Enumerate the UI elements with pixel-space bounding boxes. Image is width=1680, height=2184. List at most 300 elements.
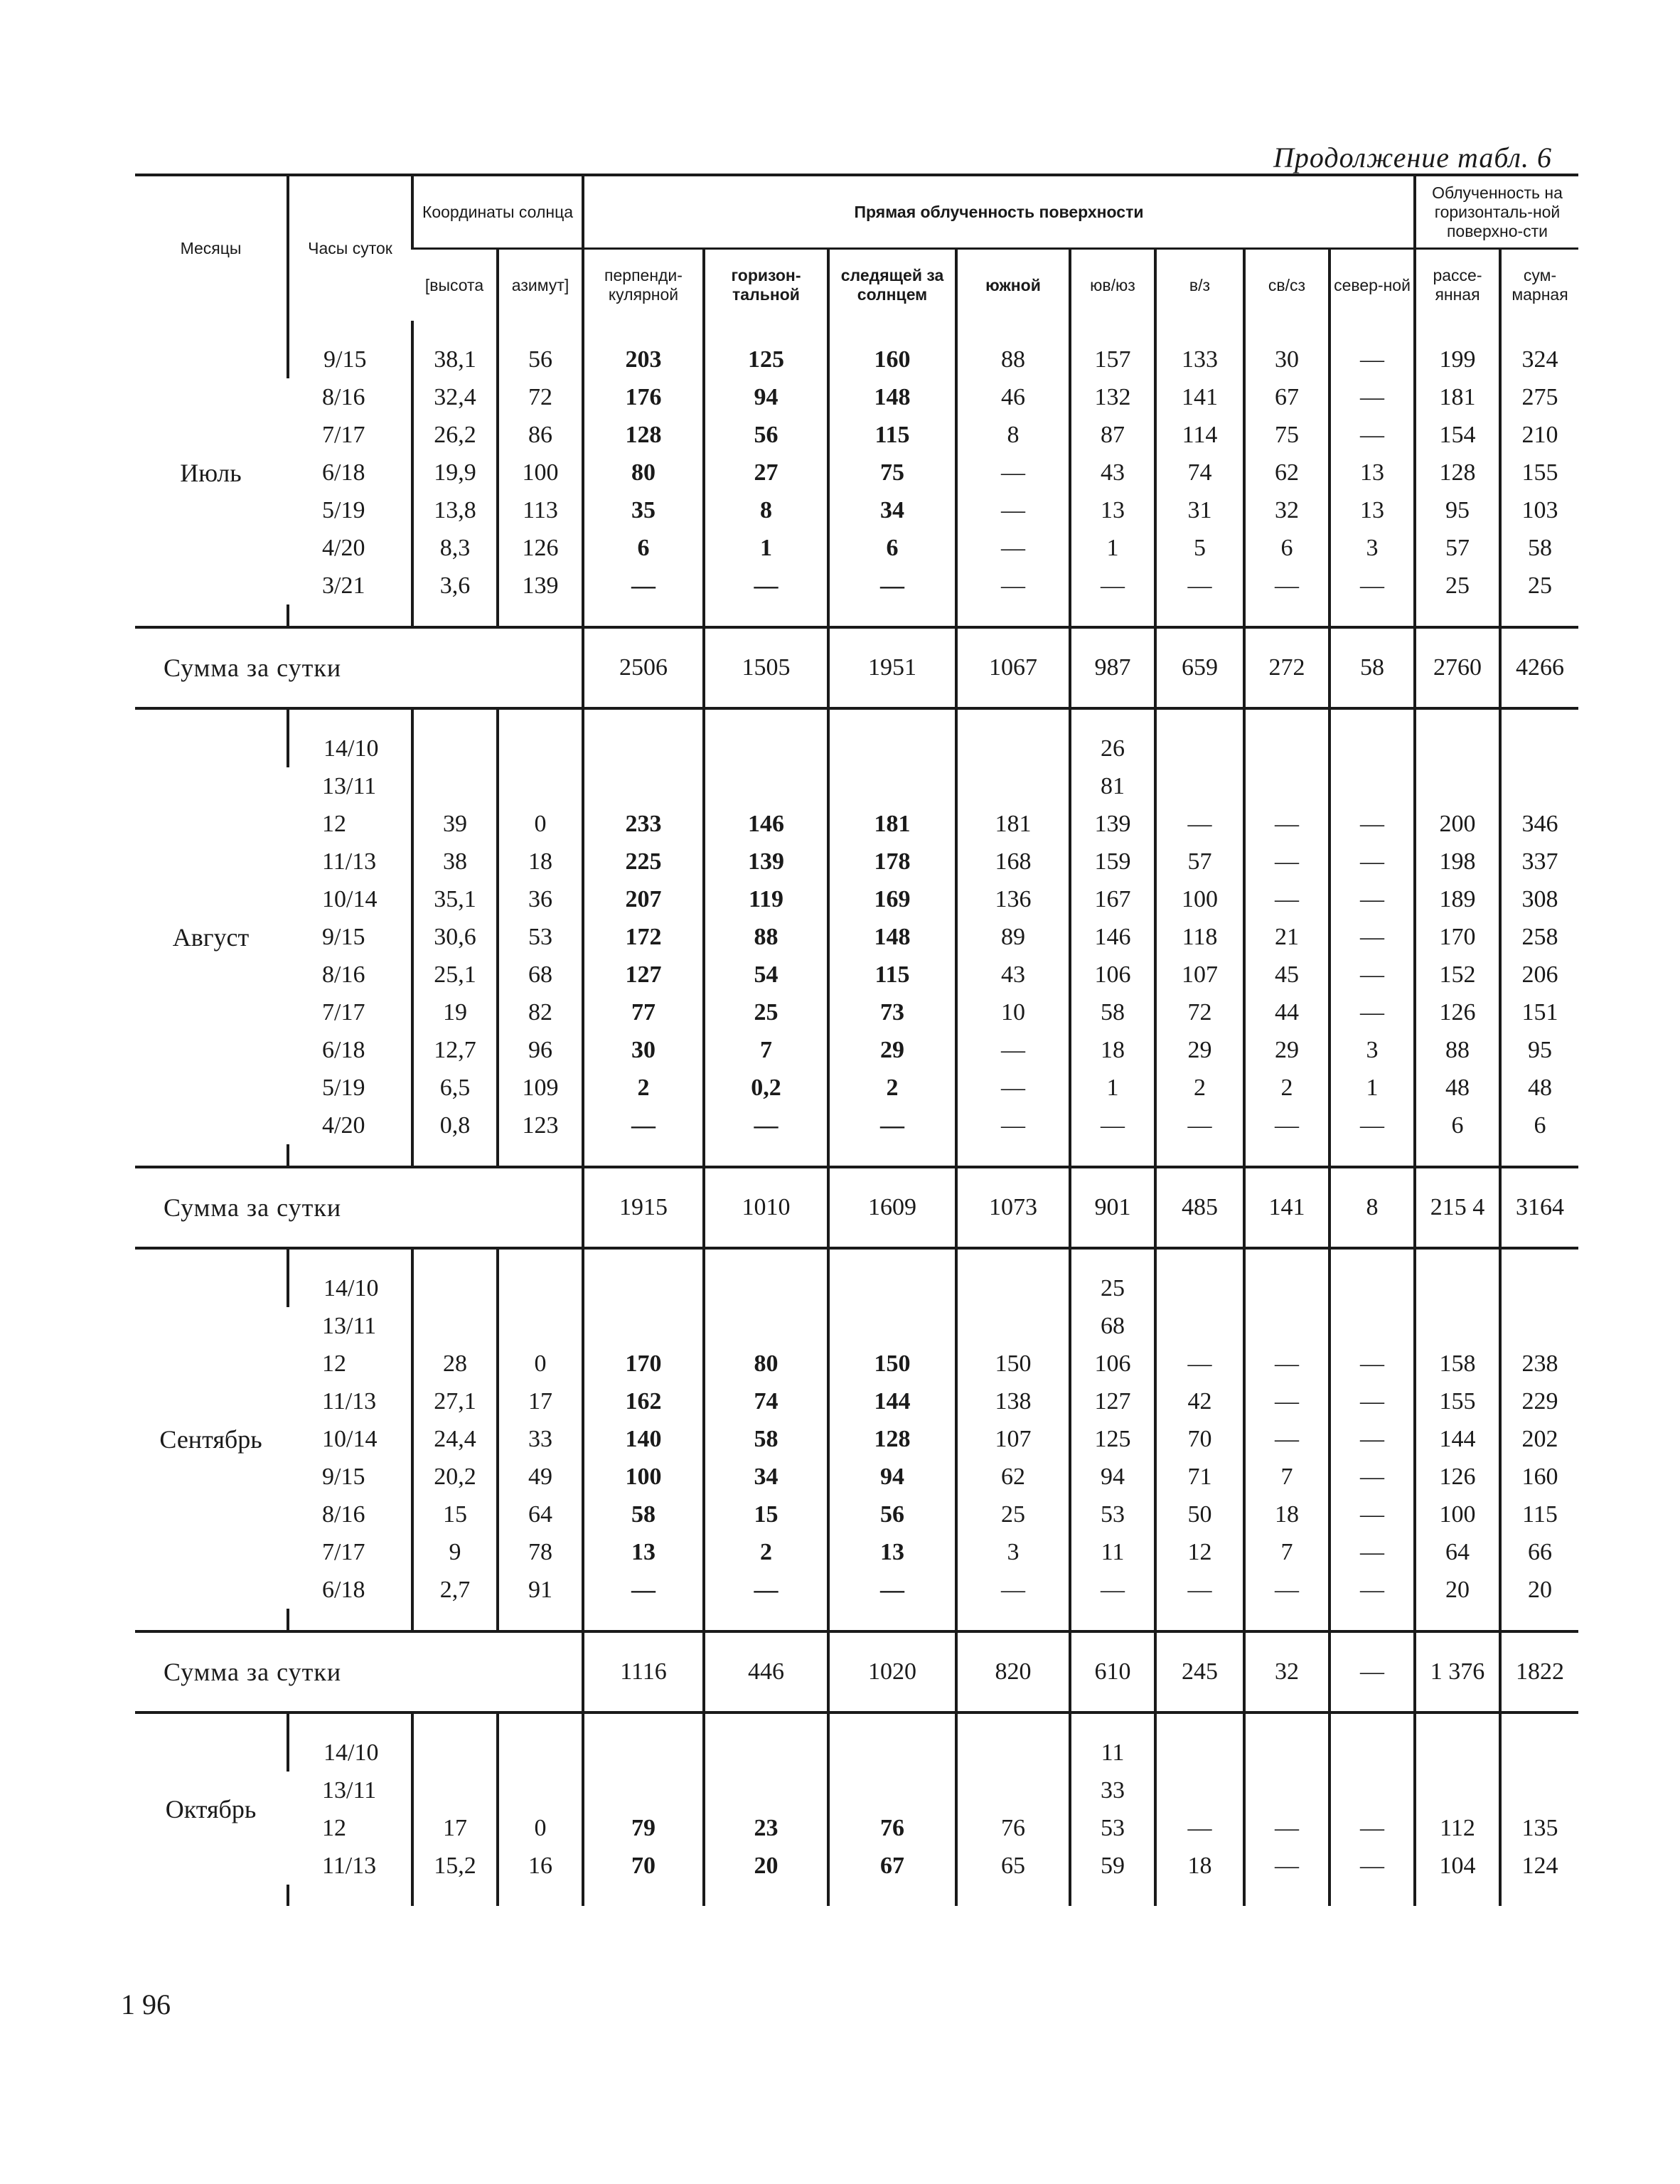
table-cell: 7: [1244, 1533, 1329, 1571]
table-cell: 146: [704, 805, 828, 843]
sum-row: [135, 627, 1578, 708]
table-cell: 53: [1070, 1496, 1155, 1533]
table-cell: [1155, 1734, 1244, 1772]
table-cell: 91: [498, 1571, 583, 1609]
header-direct-irradiance: Прямая облученность поверхности: [583, 175, 1415, 249]
table-cell: 176: [583, 378, 704, 416]
table-cell: [498, 730, 583, 767]
table-cell: 75: [828, 454, 956, 491]
sum-cell: 58: [1329, 627, 1415, 708]
table-cell: 2: [1244, 1069, 1329, 1107]
table-cell: 210: [1500, 416, 1578, 454]
header-altitude: [высота: [412, 249, 498, 321]
table-cell: 148: [828, 378, 956, 416]
table-cell: 88: [1415, 1031, 1500, 1069]
table-cell: 1: [1329, 1069, 1415, 1107]
table-cell: [412, 1307, 498, 1345]
table-row: [135, 956, 1578, 994]
table-cell: 13,8: [412, 491, 498, 529]
table-cell: 206: [1500, 956, 1578, 994]
table-cell: 68: [498, 956, 583, 994]
table-cell: 50: [1155, 1496, 1244, 1533]
hours-cell: 12: [322, 1350, 346, 1377]
table-cell: 154: [1415, 416, 1500, 454]
table-cell: —: [1070, 1107, 1155, 1144]
table-cell: —: [1244, 1847, 1329, 1885]
table-cell: 70: [1155, 1420, 1244, 1458]
hours-cell: 8/16: [322, 383, 365, 410]
table-cell: 125: [1070, 1420, 1155, 1458]
table-cell: [1329, 1734, 1415, 1772]
table-cell: 103: [1500, 491, 1578, 529]
table-cell: 159: [1070, 843, 1155, 880]
table-cell: 11: [1070, 1734, 1155, 1772]
month-label: Август: [172, 922, 250, 952]
table-cell: 1: [1070, 529, 1155, 567]
table-cell: —: [1244, 1420, 1329, 1458]
table-cell: —: [704, 567, 828, 604]
table-cell: 337: [1500, 843, 1578, 880]
table-cell: [956, 1772, 1070, 1809]
table-cell: 58: [1500, 529, 1578, 567]
sum-cell: 2760: [1415, 627, 1500, 708]
sum-cell: 1010: [704, 1167, 828, 1248]
table-cell: 76: [828, 1809, 956, 1847]
table-row: [135, 880, 1578, 918]
hours-cell: 10/14: [322, 1425, 378, 1452]
hours-cell: 5/19: [322, 496, 365, 523]
header-azimuth: азимут]: [498, 249, 583, 321]
table-cell: 54: [704, 956, 828, 994]
page-number: 1 96: [121, 1988, 171, 2020]
table-cell: 38,1: [412, 341, 498, 378]
table-cell: 115: [828, 956, 956, 994]
table-cell: 64: [498, 1496, 583, 1533]
table-cell: 144: [828, 1383, 956, 1420]
table-cell: 258: [1500, 918, 1578, 956]
table-cell: 127: [1070, 1383, 1155, 1420]
table-cell: 0: [498, 1345, 583, 1383]
table-cell: [828, 1307, 956, 1345]
table-cell: —: [1244, 567, 1329, 604]
table-cell: 7: [704, 1031, 828, 1069]
table-cell: 25: [1070, 1269, 1155, 1307]
table-cell: [956, 1269, 1070, 1307]
table-cell: [828, 767, 956, 805]
table-cell: 20: [1415, 1571, 1500, 1609]
table-cell: 8: [704, 491, 828, 529]
table-cell: [583, 1772, 704, 1809]
spacer-row: [135, 604, 1578, 627]
table-cell: [956, 1734, 1070, 1772]
header-diffuse: рассе-янная: [1415, 249, 1500, 321]
table-cell: 12,7: [412, 1031, 498, 1069]
sum-cell: 820: [956, 1631, 1070, 1712]
table-cell: [1415, 1307, 1500, 1345]
hours-cell: 13/11: [322, 772, 377, 799]
table-cell: 181: [1415, 378, 1500, 416]
sum-cell: 1067: [956, 627, 1070, 708]
table-cell: —: [956, 1031, 1070, 1069]
table-cell: 160: [1500, 1458, 1578, 1496]
table-cell: —: [1329, 1533, 1415, 1571]
table-cell: 18: [1070, 1031, 1155, 1069]
table-cell: [1329, 767, 1415, 805]
table-cell: 126: [498, 529, 583, 567]
table-cell: 18: [498, 843, 583, 880]
table-cell: 8: [956, 416, 1070, 454]
table-cell: —: [704, 1107, 828, 1144]
table-cell: [956, 730, 1070, 767]
spacer-row: [135, 1712, 1578, 1734]
table-cell: 202: [1500, 1420, 1578, 1458]
table-cell: —: [956, 529, 1070, 567]
table-cell: 20,2: [412, 1458, 498, 1496]
table-cell: 168: [956, 843, 1070, 880]
table-cell: [1244, 767, 1329, 805]
table-row: [135, 1031, 1578, 1069]
table-cell: 66: [1500, 1533, 1578, 1571]
table-cell: 6: [583, 529, 704, 567]
table-cell: 94: [1070, 1458, 1155, 1496]
sum-cell: 32: [1244, 1631, 1329, 1712]
table-cell: 12: [1155, 1533, 1244, 1571]
table-cell: 1: [1070, 1069, 1155, 1107]
table-cell: [1244, 1269, 1329, 1307]
sum-cell: 245: [1155, 1631, 1244, 1712]
table-cell: 25: [1415, 567, 1500, 604]
table-cell: 2: [1155, 1069, 1244, 1107]
table-cell: [1244, 1307, 1329, 1345]
sum-cell: 1020: [828, 1631, 956, 1712]
table-cell: 76: [956, 1809, 1070, 1847]
sum-label: Сумма за сутки: [135, 627, 583, 708]
table-cell: 94: [828, 1458, 956, 1496]
table-cell: [498, 1734, 583, 1772]
table-cell: 3: [1329, 529, 1415, 567]
table-cell: —: [1329, 1809, 1415, 1847]
hours-cell: 8/16: [322, 961, 365, 988]
table-cell: 2: [704, 1533, 828, 1571]
table-cell: —: [1329, 1383, 1415, 1420]
table-cell: [956, 1307, 1070, 1345]
table-cell: —: [956, 1107, 1070, 1144]
table-cell: 20: [1500, 1571, 1578, 1609]
table-cell: —: [1329, 880, 1415, 918]
sum-cell: 4266: [1500, 627, 1578, 708]
table-cell: 43: [956, 956, 1070, 994]
table-cell: 160: [828, 341, 956, 378]
table-cell: 170: [1415, 918, 1500, 956]
table-cell: 95: [1415, 491, 1500, 529]
table-cell: —: [1329, 1458, 1415, 1496]
sum-label: Сумма за сутки: [135, 1631, 583, 1712]
sum-cell: 1822: [1500, 1631, 1578, 1712]
hours-cell: 7/17: [322, 421, 365, 448]
table-cell: 13: [1070, 491, 1155, 529]
hours-cell: 4/20: [322, 534, 365, 561]
table-cell: 30: [1244, 341, 1329, 378]
table-cell: 3: [1329, 1031, 1415, 1069]
table-cell: —: [1070, 567, 1155, 604]
table-cell: 62: [1244, 454, 1329, 491]
hours-cell: 5/19: [322, 1074, 365, 1101]
header-hours: Часы суток: [288, 175, 412, 321]
hours-cell: 6/18: [322, 1576, 365, 1603]
table-cell: [828, 730, 956, 767]
sum-row: [135, 1167, 1578, 1248]
table-cell: 0,2: [704, 1069, 828, 1107]
hours-cell: 12: [322, 1814, 346, 1841]
table-cell: 29: [828, 1031, 956, 1069]
sum-row: [135, 1631, 1578, 1712]
irradiance-table-wrap: [135, 174, 1568, 1906]
table-cell: 162: [583, 1383, 704, 1420]
table-cell: [412, 1772, 498, 1809]
table-cell: 33: [1070, 1772, 1155, 1809]
hours-cell: 10/14: [322, 885, 378, 912]
table-cell: 80: [583, 454, 704, 491]
table-cell: —: [1244, 805, 1329, 843]
table-cell: [1329, 1269, 1415, 1307]
table-row: [135, 1847, 1578, 1885]
hours-cell: 9/15: [322, 923, 365, 950]
table-cell: 170: [583, 1345, 704, 1383]
table-cell: 67: [828, 1847, 956, 1885]
table-cell: [704, 730, 828, 767]
table-cell: 100: [583, 1458, 704, 1496]
table-cell: 16: [498, 1847, 583, 1885]
table-cell: 57: [1155, 843, 1244, 880]
table-cell: [583, 1307, 704, 1345]
table-cell: [1155, 1307, 1244, 1345]
table-cell: 178: [828, 843, 956, 880]
table-cell: 87: [1070, 416, 1155, 454]
table-cell: 80: [704, 1345, 828, 1383]
table-cell: 88: [956, 341, 1070, 378]
table-cell: 48: [1500, 1069, 1578, 1107]
table-cell: [1155, 1772, 1244, 1809]
sum-cell: 8: [1329, 1167, 1415, 1248]
hours-cell: 4/20: [322, 1112, 365, 1139]
table-cell: [704, 1269, 828, 1307]
table-cell: —: [1070, 1571, 1155, 1609]
table-cell: [1415, 1734, 1500, 1772]
table-cell: 17: [498, 1383, 583, 1420]
sum-cell: 215 4: [1415, 1167, 1500, 1248]
table-cell: —: [1329, 843, 1415, 880]
table-cell: 27,1: [412, 1383, 498, 1420]
table-cell: 58: [1070, 994, 1155, 1031]
hours-cell: 13/11: [322, 1777, 377, 1804]
table-cell: —: [1329, 1571, 1415, 1609]
table-cell: 18: [1155, 1847, 1244, 1885]
table-cell: [583, 1269, 704, 1307]
table-cell: 150: [828, 1345, 956, 1383]
table-cell: 59: [1070, 1847, 1155, 1885]
table-cell: 72: [1155, 994, 1244, 1031]
table-cell: 136: [956, 880, 1070, 918]
table-row: [135, 1458, 1578, 1496]
table-cell: —: [1155, 1571, 1244, 1609]
table-cell: 144: [1415, 1420, 1500, 1458]
table-cell: —: [1329, 1847, 1415, 1885]
table-row: [135, 843, 1578, 880]
table-cell: 19: [412, 994, 498, 1031]
irradiance-table: [135, 174, 1578, 1906]
table-row: [135, 454, 1578, 491]
table-row: [135, 1734, 1578, 1772]
table-cell: 100: [1155, 880, 1244, 918]
table-cell: 26,2: [412, 416, 498, 454]
sum-cell: 141: [1244, 1167, 1329, 1248]
spacer-row: [135, 1609, 1578, 1631]
table-cell: —: [956, 491, 1070, 529]
table-cell: 118: [1155, 918, 1244, 956]
table-cell: [498, 767, 583, 805]
table-cell: [1500, 1307, 1578, 1345]
table-cell: [498, 1307, 583, 1345]
header-south: южной: [956, 249, 1070, 321]
header-total: сум-марная: [1500, 249, 1578, 321]
table-cell: 124: [1500, 1847, 1578, 1885]
table-cell: 35: [583, 491, 704, 529]
table-cell: [412, 1734, 498, 1772]
table-cell: 128: [1415, 454, 1500, 491]
table-cell: 132: [1070, 378, 1155, 416]
table-row: [135, 491, 1578, 529]
table-cell: 29: [1155, 1031, 1244, 1069]
sum-cell: 3164: [1500, 1167, 1578, 1248]
table-cell: 198: [1415, 843, 1500, 880]
table-cell: 140: [583, 1420, 704, 1458]
table-cell: —: [828, 567, 956, 604]
table-cell: 46: [956, 378, 1070, 416]
table-cell: 114: [1155, 416, 1244, 454]
table-cell: 81: [1070, 767, 1155, 805]
table-row: [135, 805, 1578, 843]
hours-cell: 8/16: [322, 1501, 365, 1528]
table-cell: 64: [1415, 1533, 1500, 1571]
table-cell: —: [1329, 378, 1415, 416]
table-cell: [1500, 1734, 1578, 1772]
table-cell: 324: [1500, 341, 1578, 378]
table-cell: 1: [704, 529, 828, 567]
sum-cell: 987: [1070, 627, 1155, 708]
table-cell: 82: [498, 994, 583, 1031]
table-cell: 39: [412, 805, 498, 843]
table-cell: —: [1155, 1345, 1244, 1383]
spacer-row: [135, 708, 1578, 730]
header-horizontal: горизон-тальной: [704, 249, 828, 321]
table-cell: [1500, 1269, 1578, 1307]
table-cell: 42: [1155, 1383, 1244, 1420]
table-cell: 65: [956, 1847, 1070, 1885]
table-cell: 119: [704, 880, 828, 918]
hours-cell: 11/13: [322, 1387, 377, 1415]
table-cell: 229: [1500, 1383, 1578, 1420]
table-cell: 53: [498, 918, 583, 956]
table-cell: 72: [498, 378, 583, 416]
table-cell: 25: [1500, 567, 1578, 604]
spacer-row: [135, 1144, 1578, 1167]
table-cell: 30,6: [412, 918, 498, 956]
sum-cell: 1951: [828, 627, 956, 708]
sum-cell: 272: [1244, 627, 1329, 708]
table-cell: 112: [1415, 1809, 1500, 1847]
table-cell: [1500, 767, 1578, 805]
header-sw-se: юв/юз: [1070, 249, 1155, 321]
table-cell: —: [583, 1571, 704, 1609]
header-horizontal-irradiance: Облученность на горизонталь-ной поверхно-сти: [1415, 175, 1578, 249]
table-cell: 45: [1244, 956, 1329, 994]
table-cell: 71: [1155, 1458, 1244, 1496]
table-cell: 44: [1244, 994, 1329, 1031]
table-cell: —: [1329, 341, 1415, 378]
sum-cell: 1073: [956, 1167, 1070, 1248]
table-cell: 74: [704, 1383, 828, 1420]
table-cell: 6: [1415, 1107, 1500, 1144]
header-tracking: следящей за солнцем: [828, 249, 956, 321]
table-cell: [1155, 1269, 1244, 1307]
sum-cell: 2506: [583, 627, 704, 708]
table-cell: [1244, 1772, 1329, 1809]
table-row: [135, 767, 1578, 805]
table-cell: 0,8: [412, 1107, 498, 1144]
table-cell: 32: [1244, 491, 1329, 529]
hours-cell: 6/18: [322, 459, 365, 486]
table-cell: —: [828, 1571, 956, 1609]
table-cell: 13: [1329, 491, 1415, 529]
table-caption: Продолжение табл. 6: [1273, 142, 1552, 174]
spacer-row: [135, 1885, 1578, 1906]
table-row: [135, 918, 1578, 956]
table-cell: 75: [1244, 416, 1329, 454]
table-cell: [1155, 767, 1244, 805]
table-cell: —: [1244, 1107, 1329, 1144]
table-cell: 67: [1244, 378, 1329, 416]
table-cell: 53: [1070, 1809, 1155, 1847]
table-cell: 238: [1500, 1345, 1578, 1383]
table-cell: 94: [704, 378, 828, 416]
table-cell: 109: [498, 1069, 583, 1107]
table-cell: 25: [704, 994, 828, 1031]
table-row: [135, 1809, 1578, 1847]
table-cell: 128: [583, 416, 704, 454]
table-cell: 3: [956, 1533, 1070, 1571]
table-cell: 181: [828, 805, 956, 843]
table-cell: 32,4: [412, 378, 498, 416]
header-north: север-ной: [1329, 249, 1415, 321]
table-cell: 29: [1244, 1031, 1329, 1069]
table-cell: —: [583, 1107, 704, 1144]
table-row: [135, 1269, 1578, 1307]
table-cell: [704, 1734, 828, 1772]
table-cell: —: [828, 1107, 956, 1144]
table-cell: 275: [1500, 378, 1578, 416]
hours-cell: 7/17: [322, 1538, 365, 1565]
table-cell: —: [956, 567, 1070, 604]
table-row: [135, 1069, 1578, 1107]
table-cell: 100: [1415, 1496, 1500, 1533]
table-cell: 95: [1500, 1031, 1578, 1069]
table-cell: 169: [828, 880, 956, 918]
table-cell: 125: [704, 341, 828, 378]
table-cell: 146: [1070, 918, 1155, 956]
table-cell: 58: [704, 1420, 828, 1458]
table-cell: 2: [828, 1069, 956, 1107]
table-row: [135, 1420, 1578, 1458]
